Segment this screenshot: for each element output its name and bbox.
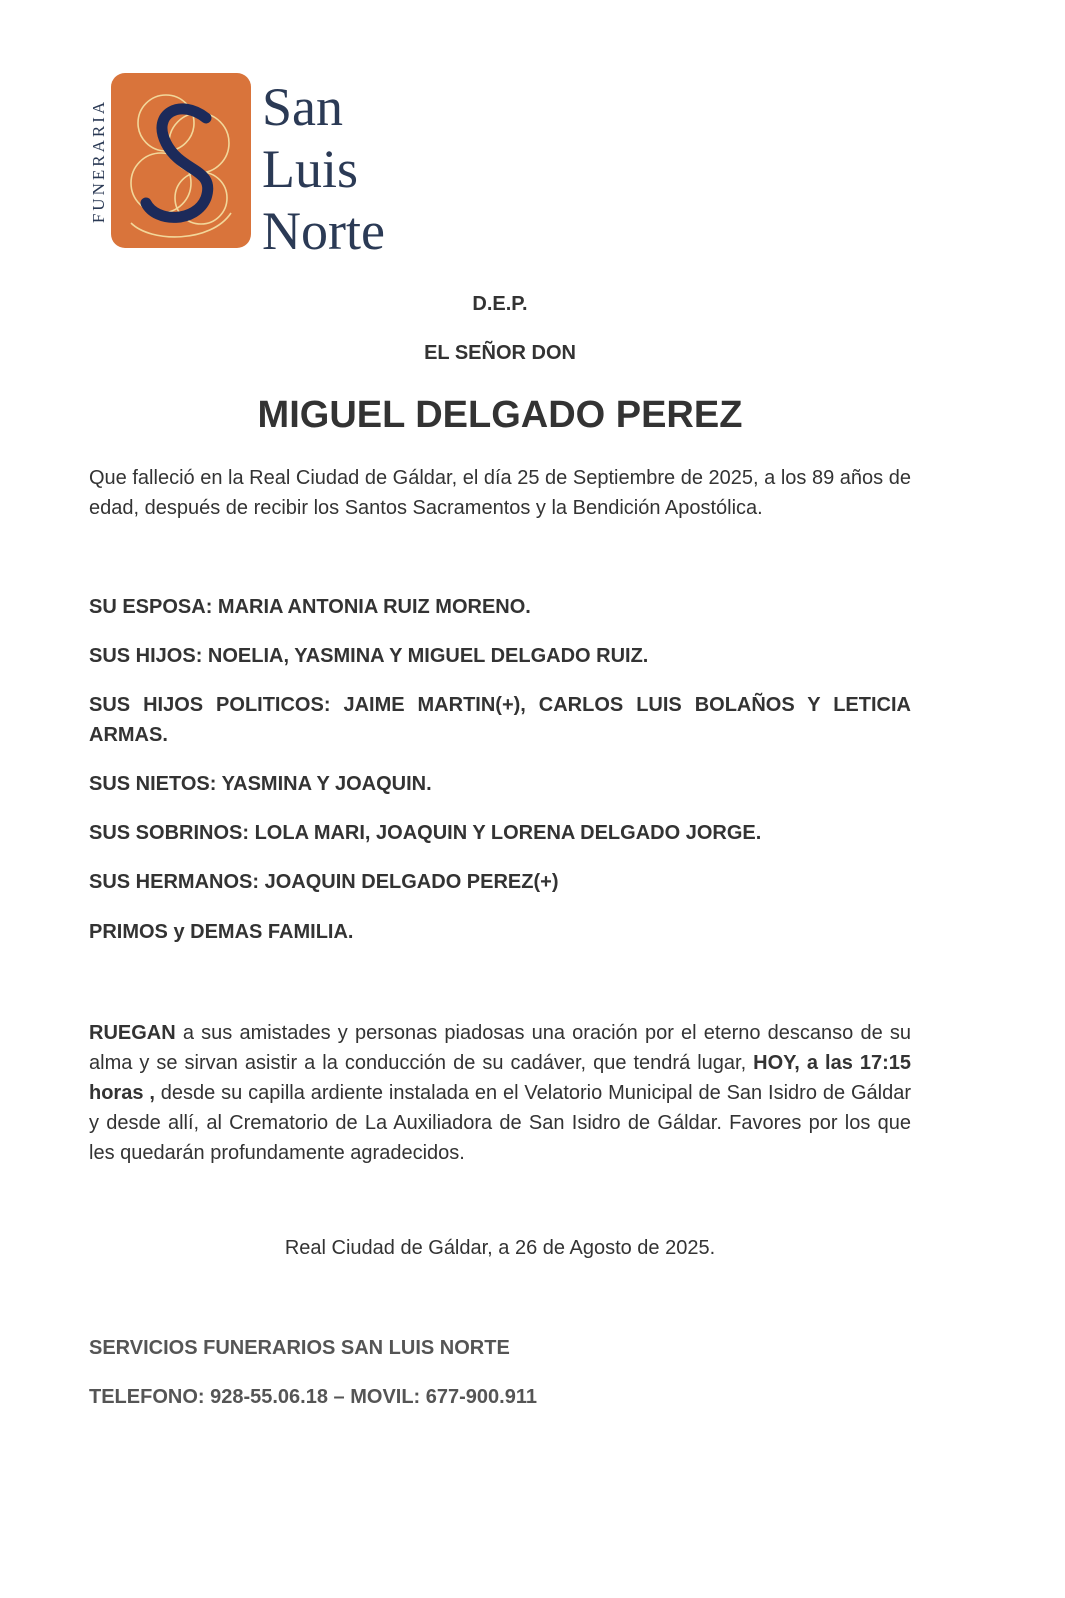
company-name: SERVICIOS FUNERARIOS SAN LUIS NORTE [89,1337,510,1359]
ruegan-text-2: desde su capilla ardiente instalada en el Velatorio Municipal de San Isidro de Gáldar y desde allí, al Crematorio de La Auxiliadora de San Isidro de Gáldar. Favores por los que les quedarán profundamente agradecidos. [89,1082,911,1164]
family-line: SUS HIJOS POLITICOS: JAIME MARTIN(+), CARLOS LUIS BOLAÑOS Y LETICIA ARMAS. [89,694,911,746]
logo-vertical-label [88,76,110,246]
date-line: Real Ciudad de Gáldar, a 26 de Agosto de 2025. [284,1237,716,1259]
dep-heading: D.E.P. [472,293,528,315]
family-line: SUS HERMANOS: JOAQUIN DELGADO PEREZ(+) [89,871,559,893]
ruegan-text-1: a sus amistades y personas piadosas una oración por el eterno descanso de su alma y se sirvan asistir a la conducción de su cadáver, que tendrá lugar, [89,1022,911,1074]
deceased-name: MIGUEL DELGADO PEREZ [257,394,743,436]
family-line: PRIMOS y DEMAS FAMILIA. [89,921,354,943]
title-heading: EL SEÑOR DON [424,342,576,364]
logo-word-san: San [262,77,343,137]
family-line: SUS HIJOS: NOELIA, YASMINA Y MIGUEL DELGADO RUIZ. [89,645,649,667]
phone-line: TELEFONO: 928-55.06.18 – MOVIL: 677-900.911 [89,1386,537,1408]
logo-monogram-icon [111,73,251,248]
family-line: SUS SOBRINOS: LOLA MARI, JOAQUIN Y LORENA DELGADO JORGE. [89,822,762,844]
ruegan-lead: RUEGAN [89,1022,176,1044]
logo-word-luis: Luis [262,139,359,199]
logo-funeraria-text: FUNERARIA [89,98,108,224]
family-line: SU ESPOSA: MARIA ANTONIA RUIZ MORENO. [89,596,531,618]
logo-word-norte: Norte [262,201,385,261]
intro-paragraph: Que falleció en la Real Ciudad de Gáldar, el día 25 de Septiembre de 2025, a los 89 años de edad, después de recibir los Santos Sacramentos y la Bendición Apostólica. [89,467,911,519]
family-line: SUS NIETOS: YASMINA Y JOAQUIN. [89,773,432,795]
ruegan-time: HOY, a las 17:15 horas , [89,1052,911,1104]
ruegan-paragraph [89,1018,911,1168]
